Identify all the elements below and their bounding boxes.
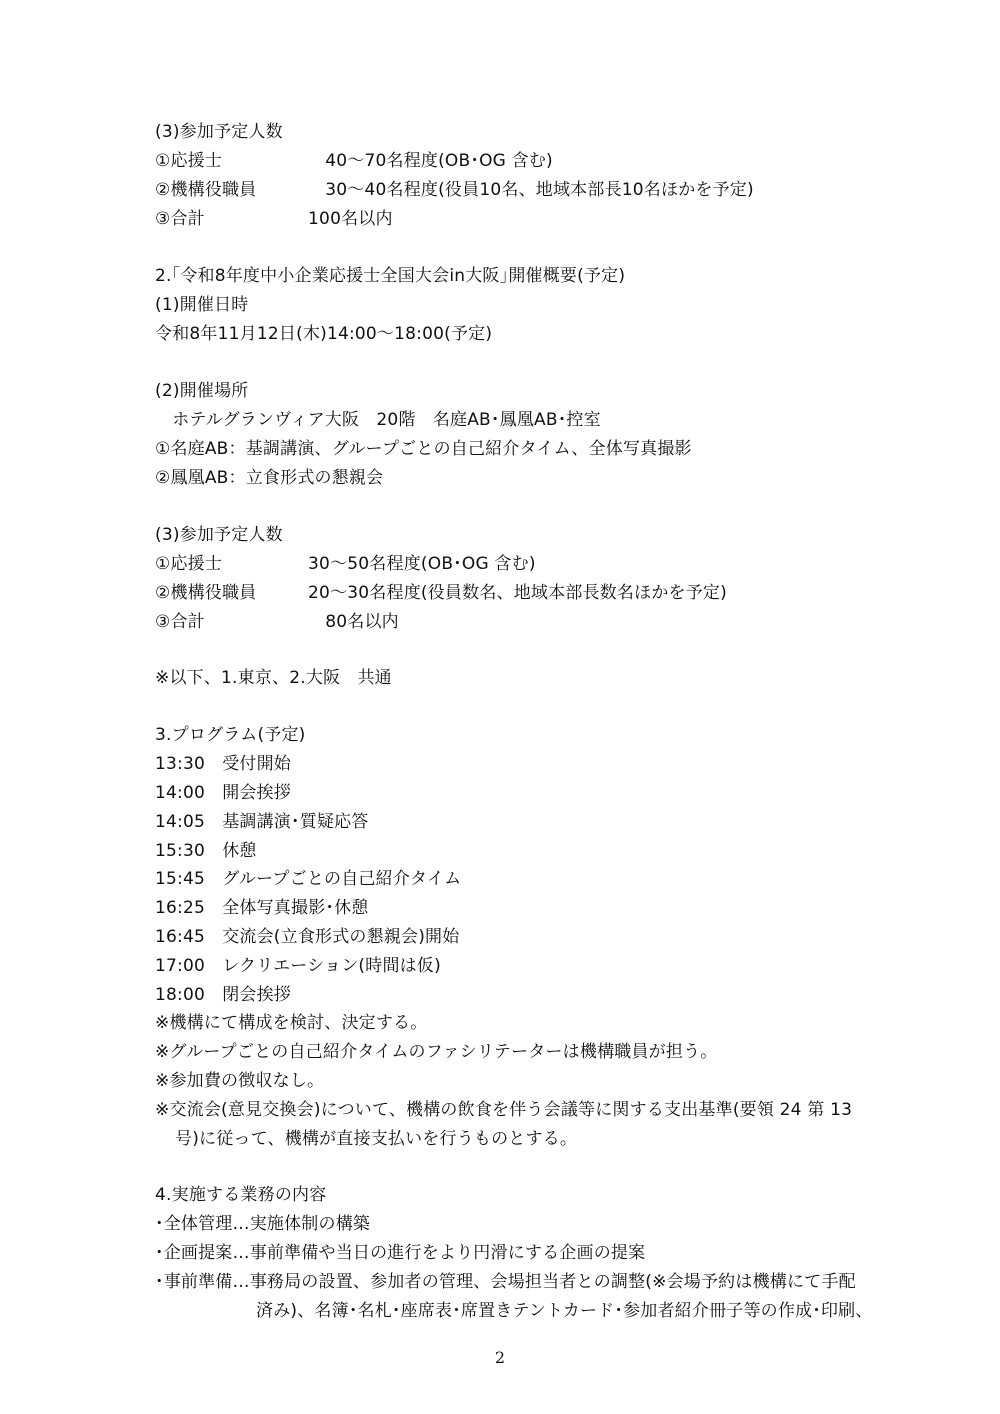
date-value: 令和8年11月12日(木)14:00～18:00(予定) (155, 324, 493, 344)
schedule-item: 13:30 受付開始 (155, 754, 291, 774)
task-item: ･全体管理…実施体制の構築 (155, 1214, 371, 1234)
schedule-item: 14:05 基調講演･質疑応答 (155, 812, 369, 832)
participants-2-item-1: ①応援士 30～50名程度(OB･OG 含む) (155, 554, 536, 574)
page-number: 2 (494, 1348, 506, 1367)
venue-item-2: ②鳳凰AB：立食形式の懇親会 (155, 468, 384, 488)
venue-item-1: ①名庭AB：基調講演、グループごとの自己紹介タイム、全体写真撮影 (155, 439, 692, 459)
venue-heading: (2)開催場所 (155, 381, 249, 401)
participants-item-2: ②機構役職員 30～40名程度(役員10名、地域本部長10名ほかを予定) (155, 180, 754, 200)
task-item-continuation: 済み)、名簿･名札･座席表･席置きテントカード･参加者紹介冊子等の作成･印刷、 (256, 1301, 873, 1321)
program-note: ※交流会(意見交換会)について、機構の飲食を伴う会議等に関する支出基準(要領 24 第 13 (155, 1100, 853, 1120)
participants-heading: (3)参加予定人数 (155, 122, 283, 142)
section-4-title: 4.実施する業務の内容 (155, 1185, 327, 1205)
schedule-item: 14:00 開会挨拶 (155, 783, 291, 803)
program-note: ※グループごとの自己紹介タイムのファシリテーターは機構職員が担う。 (155, 1042, 718, 1062)
common-note: ※以下、1.東京、2.大阪 共通 (155, 668, 392, 688)
participants-item-1: ①応援士 40～70名程度(OB･OG 含む) (155, 151, 553, 171)
program-note-continuation: 号)に従って、機構が直接支払いを行うものとする。 (175, 1129, 578, 1149)
participants-2-item-3: ③合計 80名以内 (155, 612, 399, 632)
program-note: ※機構にて構成を検討、決定する。 (155, 1013, 428, 1033)
participants-2-item-2: ②機構役職員 20～30名程度(役員数名、地域本部長数名ほかを予定) (155, 583, 727, 603)
task-item: ･企画提案…事前準備や当日の進行をより円滑にする企画の提案 (155, 1243, 646, 1263)
venue-value: ホテルグランヴィア大阪 20階 名庭AB･鳳凰AB･控室 (155, 410, 601, 430)
schedule-item: 15:45 グループごとの自己紹介タイム (155, 869, 462, 889)
task-item: ･事前準備…事務局の設置、参加者の管理、会場担当者との調整(※会場予約は機構にて手配 (155, 1272, 856, 1292)
section-3-title: 3.プログラム(予定) (155, 725, 306, 745)
schedule-item: 16:25 全体写真撮影･休憩 (155, 898, 369, 918)
participants-heading-2: (3)参加予定人数 (155, 525, 283, 545)
section-2-title: 2.｢令和8年度中小企業応援士全国大会in大阪｣開催概要(予定) (155, 266, 626, 286)
date-heading: (1)開催日時 (155, 295, 249, 315)
schedule-item: 17:00 レクリエーション(時間は仮) (155, 956, 441, 976)
participants-item-3: ③合計 100名以内 (155, 209, 393, 229)
schedule-item: 16:45 交流会(立食形式の懇親会)開始 (155, 927, 460, 947)
schedule-item: 18:00 閉会挨拶 (155, 985, 291, 1005)
schedule-item: 15:30 休憩 (155, 841, 257, 861)
program-note: ※参加費の徴収なし。 (155, 1071, 325, 1091)
